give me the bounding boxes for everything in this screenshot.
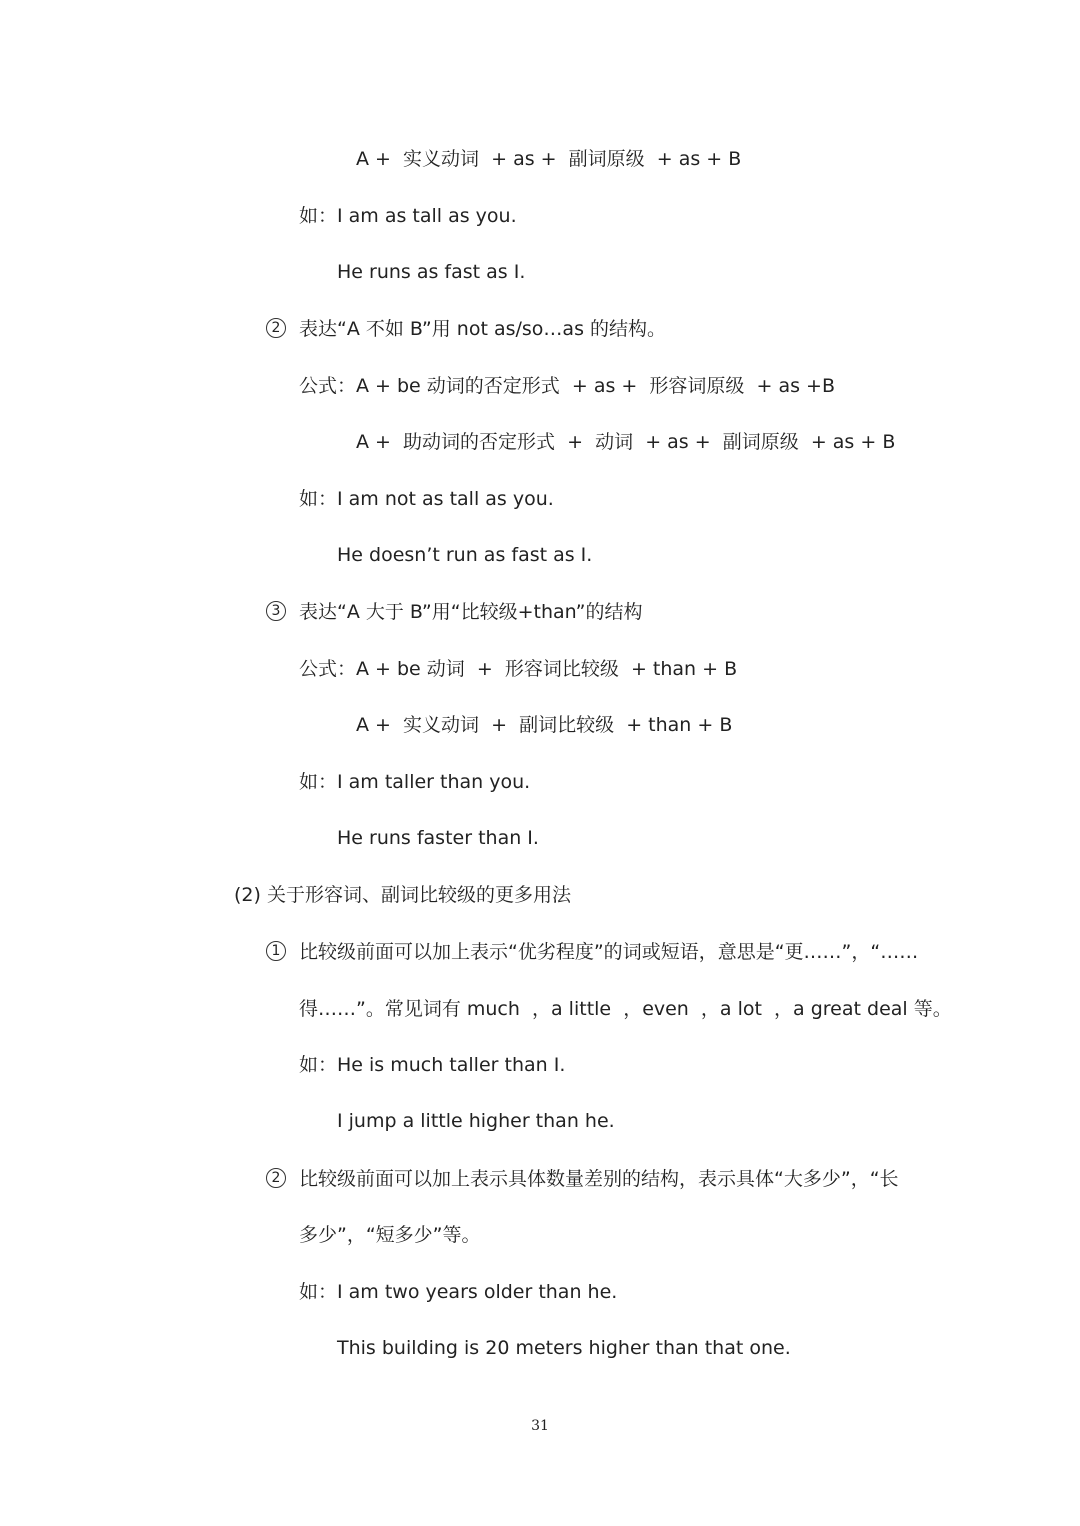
example-line: This building is 20 meters higher than that one. xyxy=(337,1337,791,1359)
example-line: He runs as fast as I. xyxy=(337,261,526,283)
rule-paragraph: 比较级前面可以加上表示具体数量差别的结构，表示具体“大多少”，“长 xyxy=(299,1168,899,1190)
example-line: He doesn’t run as fast as I. xyxy=(337,544,593,566)
formula-line: A + 实义动词 + 副词比较级 + than + B xyxy=(356,714,733,736)
example-line: 如：I am taller than you. xyxy=(299,771,531,793)
formula-line: A + 实义动词 + as + 副词原级 + as + B xyxy=(356,148,742,170)
example-line: 如：I am two years older than he. xyxy=(299,1281,618,1303)
example-line: He runs faster than I. xyxy=(337,827,539,849)
rule-paragraph: 比较级前面可以加上表示“优劣程度”的词或短语，意思是“更……”，“…… xyxy=(299,941,919,963)
example-line: 如：I am as tall as you. xyxy=(299,205,517,227)
circled-number-marker: 3 xyxy=(266,601,286,621)
rule-paragraph: 多少”，“短多少”等。 xyxy=(299,1224,481,1246)
page-number: 31 xyxy=(531,1418,549,1434)
circled-number-marker: 1 xyxy=(266,941,286,961)
example-line: I jump a little higher than he. xyxy=(337,1110,615,1132)
rule-heading: 表达“A 大于 B”用“比较级+than”的结构 xyxy=(299,601,643,623)
example-line: 如：He is much taller than I. xyxy=(299,1054,566,1076)
example-line: 如：I am not as tall as you. xyxy=(299,488,554,510)
rule-heading: 表达“A 不如 B”用 not as/so…as 的结构。 xyxy=(299,318,667,340)
circled-number-marker: 2 xyxy=(266,318,286,338)
circled-number-marker: 2 xyxy=(266,1168,286,1188)
formula-line: A + 助动词的否定形式 + 动词 + as + 副词原级 + as + B xyxy=(356,431,896,453)
rule-paragraph: 得……”。常见词有 much ，a little ，even ，a lot ，a great deal 等。 xyxy=(299,998,952,1020)
formula-line: 公式：A + be 动词 + 形容词比较级 + than + B xyxy=(299,658,738,680)
formula-line: 公式：A + be 动词的否定形式 + as + 形容词原级 + as +B xyxy=(299,375,835,397)
section-heading: (2) 关于形容词、副词比较级的更多用法 xyxy=(234,884,571,906)
